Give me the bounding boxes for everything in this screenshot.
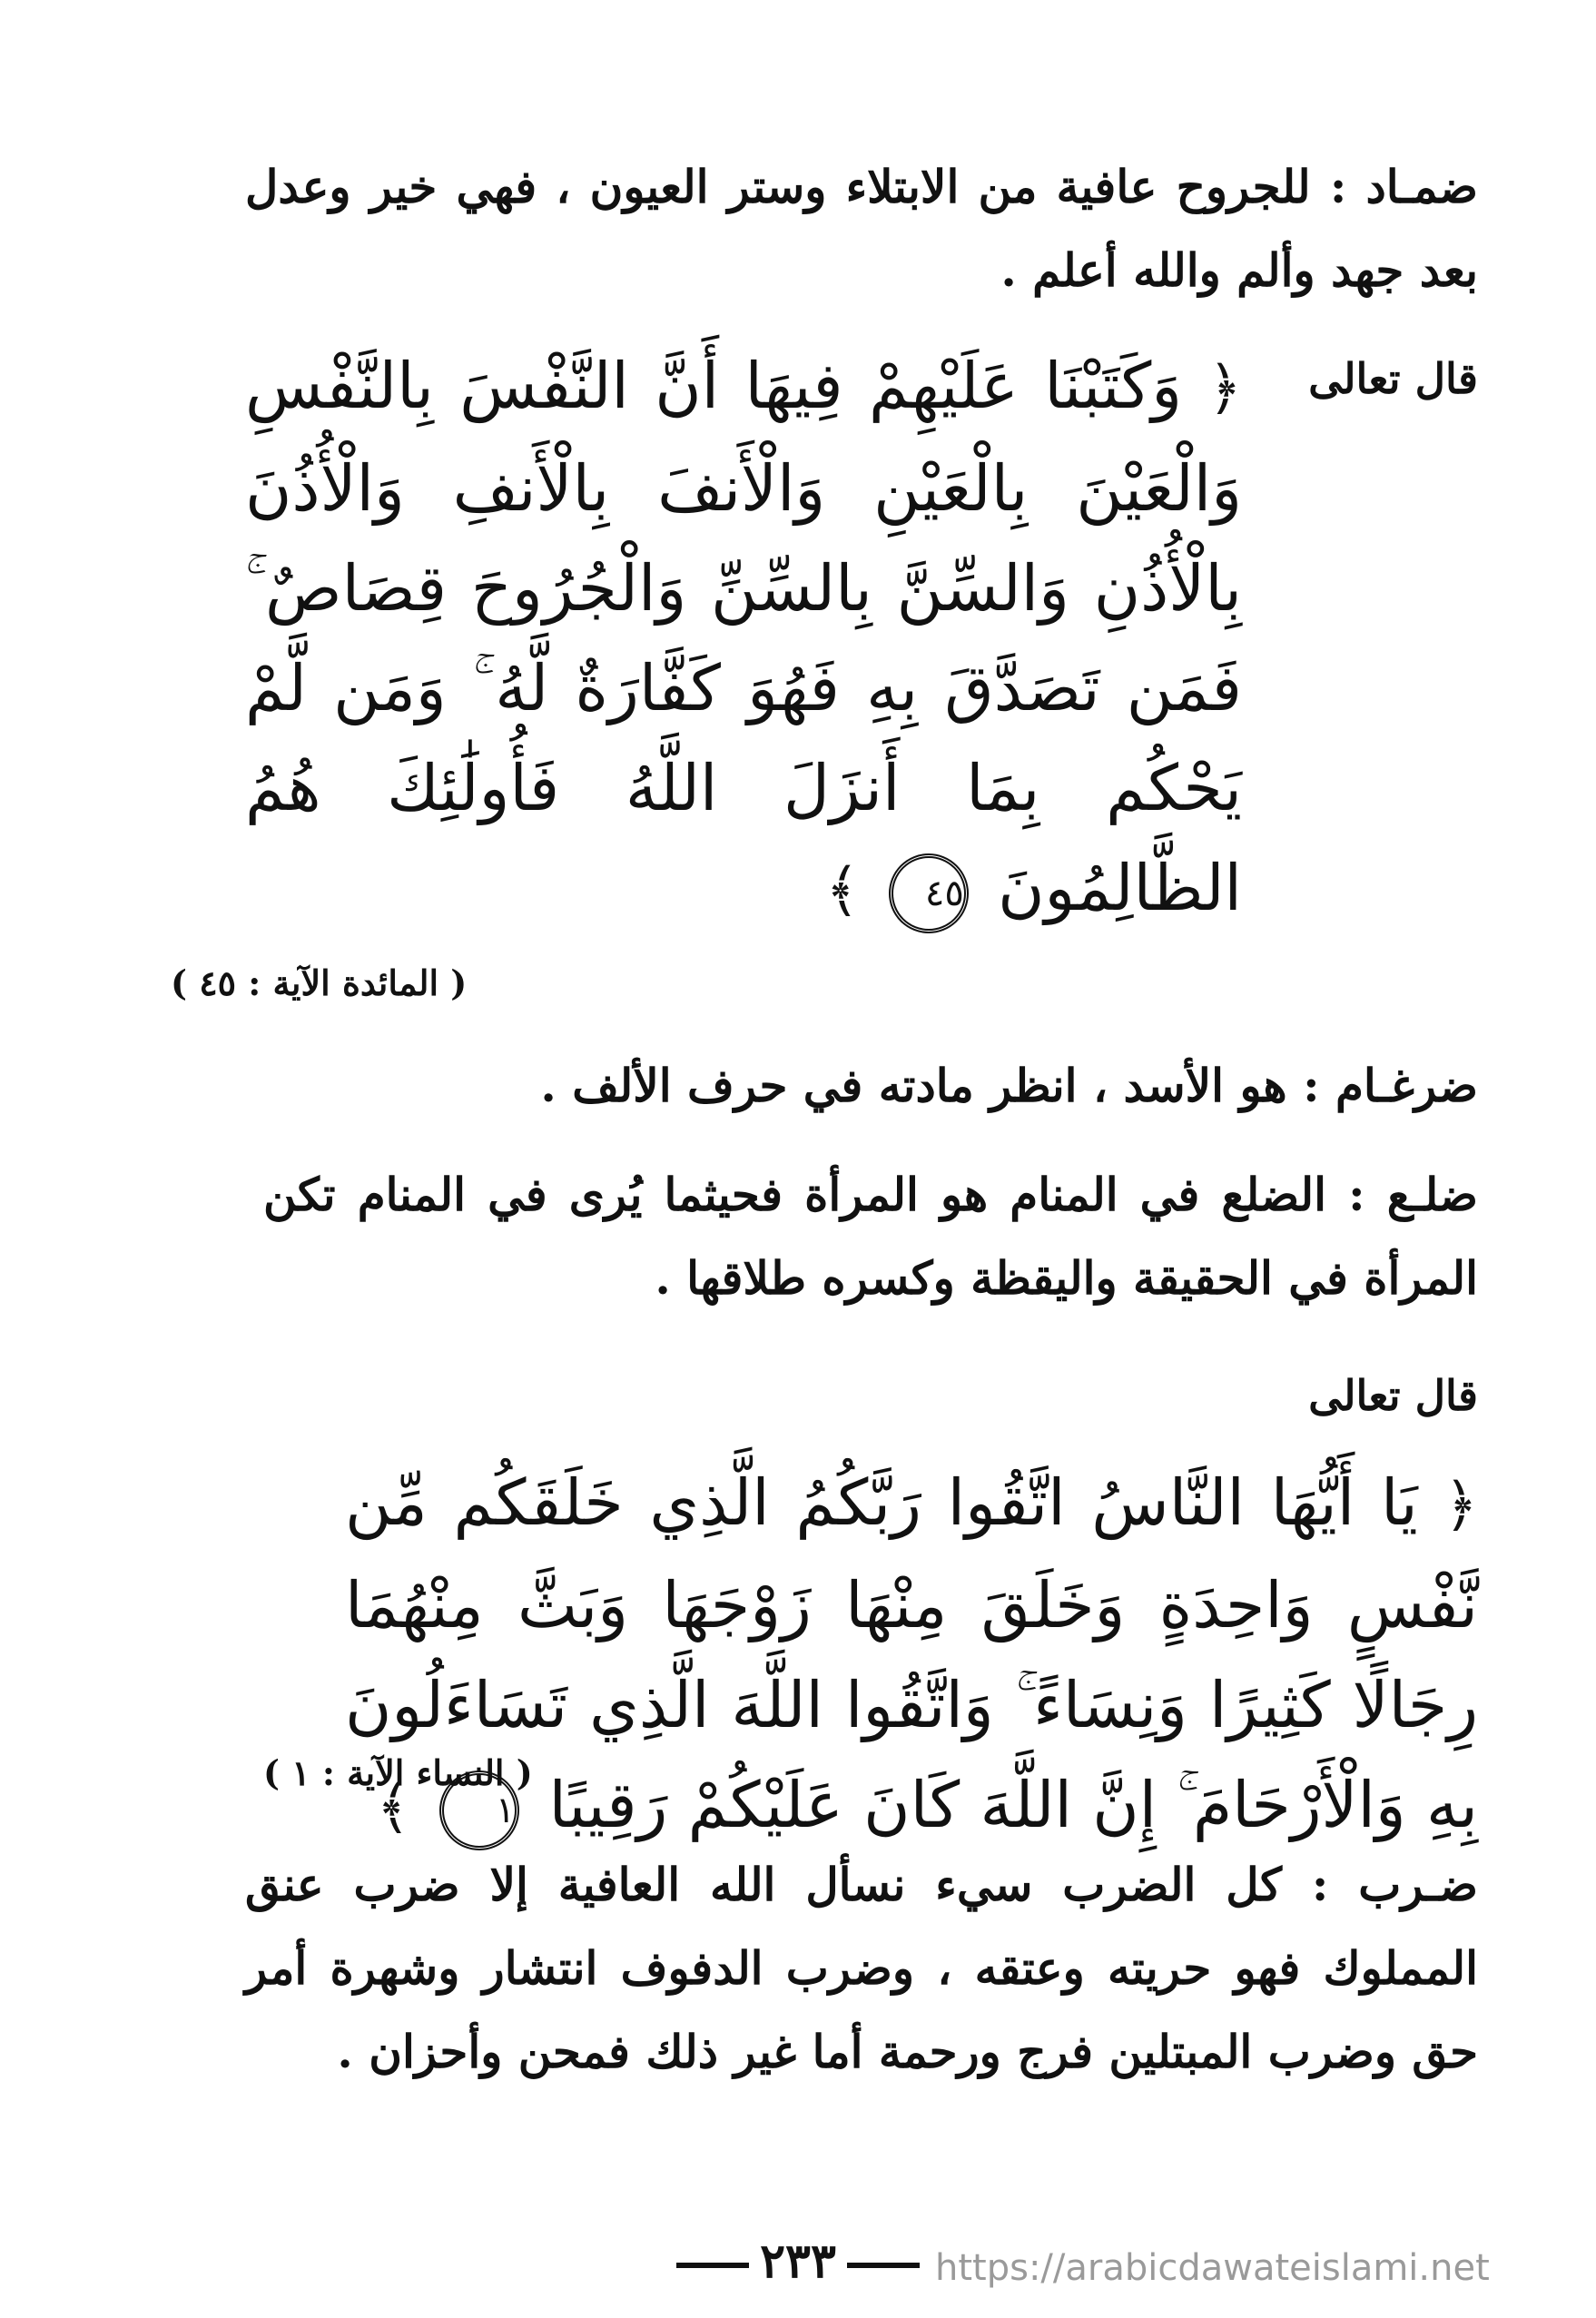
- ayah-number-marker: ٤٥: [889, 853, 969, 933]
- verse-reference-text: ( النساء الآية : ١ ): [263, 1752, 533, 1793]
- page-number-text: ٢٣٣: [760, 2234, 836, 2289]
- qala-taala-label-2: [245, 1371, 1478, 1420]
- entry-heading: ضلـع: [1386, 1168, 1478, 1221]
- verse-reference-1: [171, 962, 534, 1003]
- entry-heading: ضمـاد: [1365, 160, 1478, 213]
- page-number-dash-left: [676, 2263, 749, 2268]
- entry-dirgham: [245, 1044, 1478, 1128]
- verse-reference-text: ( المائدة الآية : ٤٥ ): [171, 962, 468, 1003]
- qala-taala-text: قال تعالى: [1308, 1371, 1478, 1420]
- entry-text: : هو الأسد ، انظر مادته في حرف الألف .: [540, 1059, 1320, 1112]
- quran-verse-text: [245, 336, 1242, 941]
- entry-heading: ضرغـام: [1335, 1059, 1478, 1112]
- entry-dila: [263, 1153, 1478, 1320]
- quran-quote-1: [245, 336, 1478, 941]
- ornate-bracket-open: ﴿: [1443, 1472, 1478, 1539]
- entry-text: : الضلع في المنام هو المرأة فحيثما يُرى في المنام تكن المرأة في الحقيقة واليقظة وكسره طلاقها .: [263, 1168, 1478, 1305]
- page-number-dash-right: [847, 2263, 920, 2268]
- watermark-url: https://arabicdawateislami.net: [935, 2247, 1490, 2289]
- qala-taala-label: قال تعالى: [1308, 354, 1478, 403]
- ornate-bracket-close: ﴾: [825, 857, 860, 924]
- entry-dimad: [245, 145, 1478, 312]
- quran-quote-2: [345, 1453, 1478, 1858]
- verse-body: وَكَتَبْنَا عَلَيْهِمْ فِيهَا أَنَّ النَّفْسَ بِالنَّفْسِ وَالْعَيْنَ بِالْعَيْنِ وَالْأَنفَ بِالْأَنفِ وَالْأُذُنَ بِالْأُذُنِ وَالسِّنَّ بِالسِّنِّ وَالْجُرُوحَ قِصَاصٌ ۚ فَمَن تَصَدَّقَ بِهِ فَهُوَ كَفَّارَةٌ لَّهُ ۚ وَمَن لَّمْ يَحْكُم بِمَا أَنزَلَ اللَّهُ فَأُولَٰئِكَ هُمُ الظَّالِمُونَ: [245, 349, 1242, 925]
- entry-darb: [245, 1843, 1478, 2094]
- entry-text: : للجروح عافية من الابتلاء وستر العيون ، فهي خير وعدل بعد جهد وألم والله أعلم .: [245, 160, 1478, 297]
- ayah-number-marker: ١: [439, 1771, 519, 1850]
- verse-reference-2: [263, 1752, 533, 1793]
- verse-body: يَا أَيُّهَا النَّاسُ اتَّقُوا رَبَّكُمُ الَّذِي خَلَقَكُم مِّن نَّفْسٍ وَاحِدَةٍ وَخَلَقَ مِنْهَا زَوْجَهَا وَبَثَّ مِنْهُمَا رِجَالًا كَثِيرًا وَنِسَاءً ۚ وَاتَّقُوا اللَّهَ الَّذِي تَسَاءَلُونَ بِهِ وَالْأَرْحَامَ ۚ إِنَّ اللَّهَ كَانَ عَلَيْكُمْ رَقِيبًا: [345, 1465, 1478, 1842]
- entry-text: : كل الضرب سيء نسأل الله العافية إلا ضرب عنق المملوك فهو حريته وعتقه ، وضرب الدفوف انتشار وشهرة أمر حق وضرب المبتلين فرج ورحمة أما غير ذلك فمحن وأحزان .: [245, 1858, 1478, 2078]
- ornate-bracket-open: ﴿: [1207, 355, 1242, 422]
- ornate-bracket-close: ﴾: [376, 1774, 410, 1841]
- entry-heading: ضـرب: [1358, 1858, 1478, 1911]
